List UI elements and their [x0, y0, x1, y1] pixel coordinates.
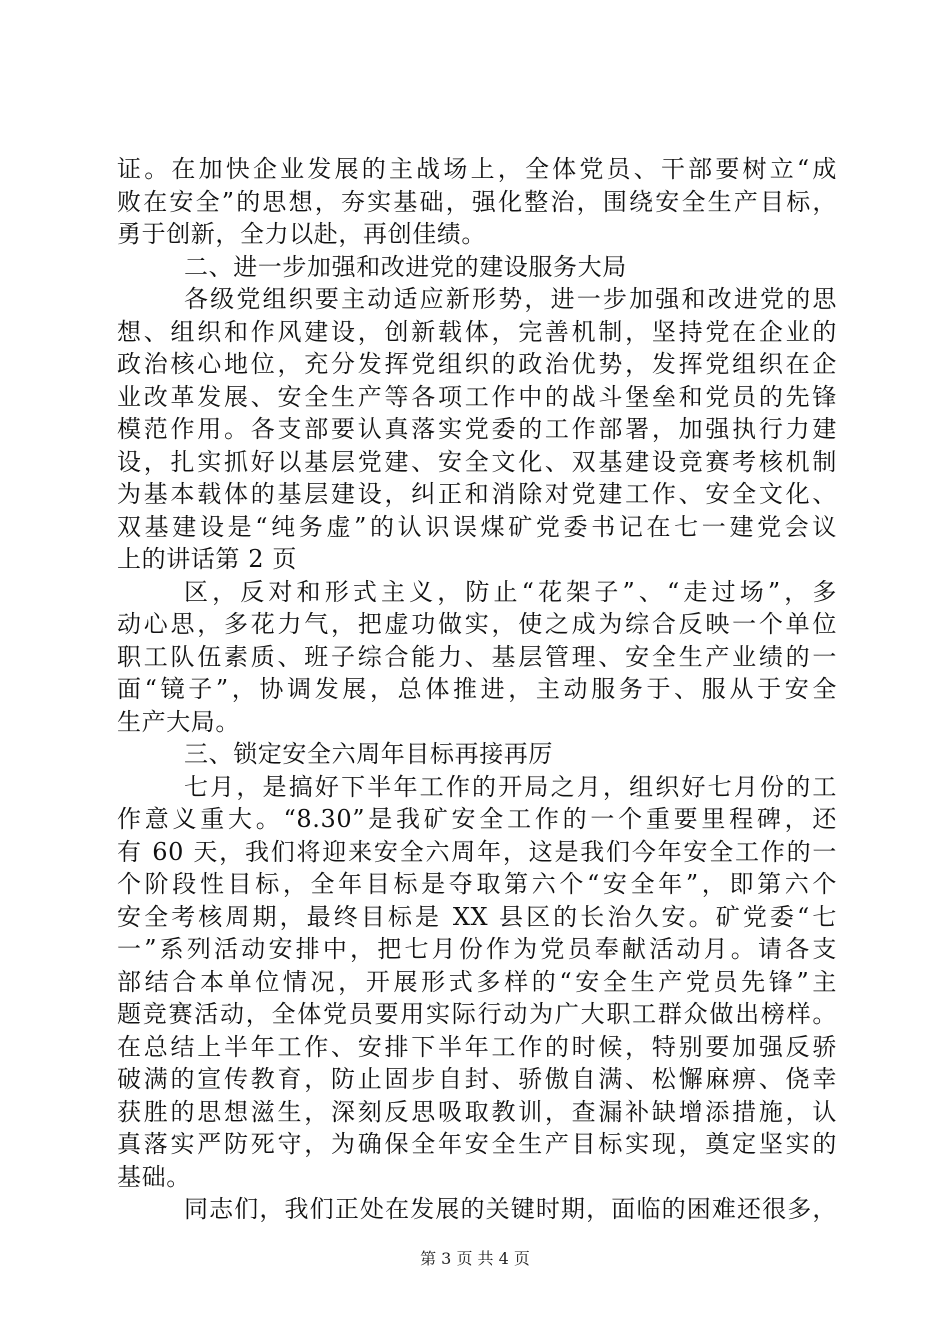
- text-line: 同志们，我们正处在发展的关键时期，面临的困难还很多，: [184, 1195, 837, 1223]
- text-line: 勇于创新，全力以赴，再创佳绩。: [117, 220, 486, 248]
- text-line: 安全考核周期，最终目标是 XX 县区的长治久安。矿党委“七: [117, 902, 837, 931]
- text-line: 上的讲话第 2 页: [117, 545, 297, 573]
- text-line: 七月，是搞好下半年工作的开局之月，组织好七月份的工: [184, 772, 837, 801]
- text-line: 生产大局。: [117, 707, 240, 736]
- text-line: 想、组织和作风建设，创新载体，完善机制，坚持党在企业的: [117, 317, 837, 346]
- text-line: 二、进一步加强和改进党的建设服务大局: [184, 252, 627, 281]
- text-line: 基础。: [117, 1162, 191, 1191]
- text-line: 获胜的思想滋生，深刻反思吸取教训，查漏补缺增添措施，认: [117, 1097, 837, 1126]
- text-line: 败在安全”的思想，夯实基础，强化整治，围绕安全生产目标，: [117, 187, 837, 216]
- text-line: 破满的宣传教育，防止固步自封、骄傲自满、松懈麻痹、侥幸: [117, 1065, 837, 1093]
- text-line: 各级党组织要主动适应新形势，进一步加强和改进党的思: [184, 285, 837, 313]
- text-line: 政治核心地位，充分发挥党组织的政治优势，发挥党组织在企: [117, 350, 837, 378]
- text-line: 动心思，多花力气，把虚功做实，使之成为综合反映一个单位: [117, 610, 837, 638]
- text-line: 三、锁定安全六周年目标再接再厉: [184, 740, 553, 768]
- text-line: 个阶段性目标，全年目标是夺取第六个“安全年”，即第六个: [117, 870, 837, 898]
- text-line: 在总结上半年工作、安排下半年工作的时候，特别要加强反骄: [117, 1032, 837, 1061]
- text-line: 业改革发展、安全生产等各项工作中的战斗堡垒和党员的先锋: [117, 382, 837, 411]
- document-body: [117, 153, 837, 1226]
- text-line: 区，反对和形式主义，防止“花架子”、“走过场”，多: [184, 577, 837, 606]
- text-line: 面“镜子”，协调发展，总体推进，主动服务于、服从于安全: [117, 675, 837, 703]
- page-footer: 第 3 页 共 4 页: [420, 1249, 530, 1268]
- text-line: 设，扎实抓好以基层党建、安全文化、双基建设竞赛考核机制: [117, 447, 837, 476]
- text-line: 职工队伍素质、班子综合能力、基层管理、安全生产业绩的一: [117, 642, 837, 671]
- text-line: 部结合本单位情况，开展形式多样的“安全生产党员先锋”主: [117, 967, 837, 996]
- text-line: 模范作用。各支部要认真落实党委的工作部署，加强执行力建: [117, 415, 837, 443]
- text-line: 真落实严防死守，为确保全年安全生产目标实现，奠定坚实的: [117, 1130, 837, 1158]
- text-line: 有 60 天，我们将迎来安全六周年，这是我们今年安全工作的一: [117, 837, 837, 866]
- text-line: 证。在加快企业发展的主战场上，全体党员、干部要树立“成: [117, 155, 837, 183]
- text-line: 一”系列活动安排中，把七月份作为党员奉献活动月。请各支: [117, 935, 837, 963]
- text-line: 为基本载体的基层建设，纠正和消除对党建工作、安全文化、: [117, 480, 837, 508]
- text-line: 作意义重大。“8.30”是我矿安全工作的一个重要里程碑，还: [117, 805, 837, 833]
- text-line: 双基建设是“纯务虚”的认识误煤矿党委书记在七一建党会议: [117, 512, 837, 541]
- text-line: 题竞赛活动，全体党员要用实际行动为广大职工群众做出榜样。: [117, 1000, 837, 1028]
